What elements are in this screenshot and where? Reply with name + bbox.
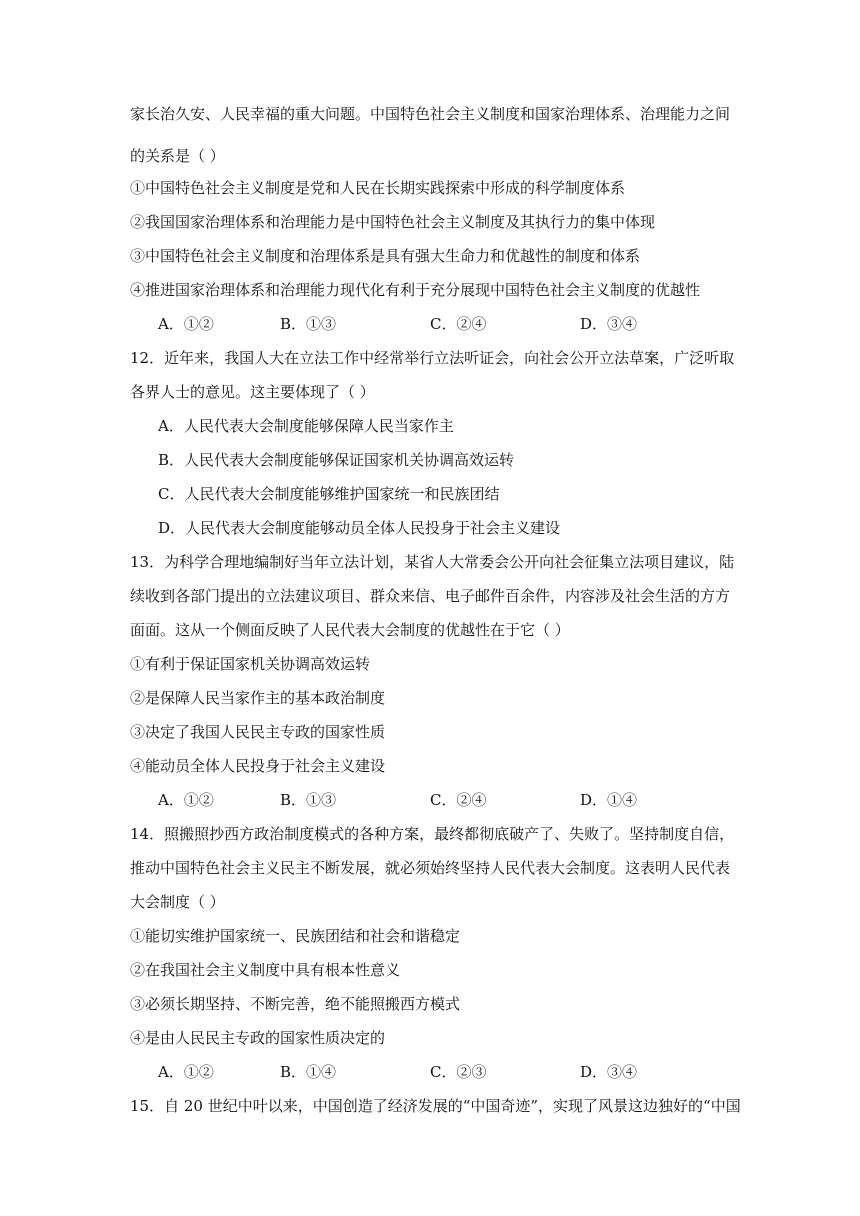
q14-option-c: C．②③ (430, 1063, 487, 1081)
q13-option-c: C．②④ (430, 791, 487, 809)
q11-statement-2: ②我国国家治理体系和治理能力是中国特色社会主义制度及其执行力的集中体现 (130, 213, 656, 231)
q11-stem-continued-line2: 的关系是（ ） (130, 147, 225, 165)
q14-stem-line2: 推动中国特色社会主义民主不断发展，就必须始终坚持人民代表大会制度。这表明人民代表 (130, 859, 731, 877)
q11-statement-1: ①中国特色社会主义制度是党和人民在长期实践探索中形成的科学制度体系 (130, 179, 626, 197)
q14-stem-line1: 14．照搬照抄西方政治制度模式的各种方案，最终都彻底破产了、失败了。坚持制度自信， (130, 825, 735, 843)
q11-statement-3: ③中国特色社会主义制度和治理体系是具有强大生命力和优越性的制度和体系 (130, 247, 641, 265)
q11-stem-continued-line1: 家长治久安、人民幸福的重大问题。中国特色社会主义制度和国家治理体系、治理能力之间 (130, 105, 731, 123)
q12-option-b: B．人民代表大会制度能够保证国家机关协调高效运转 (158, 451, 515, 469)
q14-option-b: B．①④ (280, 1063, 337, 1081)
q13-statement-4: ④能动员全体人民投身于社会主义建设 (130, 757, 386, 775)
q11-option-c: C．②④ (430, 315, 487, 333)
q14-option-a: A．①② (158, 1063, 214, 1081)
q12-option-a: A．人民代表大会制度能够保障人民当家作主 (158, 417, 454, 435)
q14-statement-2: ②在我国社会主义制度中具有根本性意义 (130, 961, 401, 979)
q12-stem-line2: 各界人士的意见。这主要体现了（ ） (130, 383, 375, 401)
q14-stem-line3: 大会制度（ ） (130, 893, 225, 911)
q13-option-a: A．①② (158, 791, 214, 809)
q11-statement-4: ④推进国家治理体系和治理能力现代化有利于充分展现中国特色社会主义制度的优越性 (130, 281, 701, 299)
q13-stem-line2: 续收到各部门提出的立法建议项目、群众来信、电子邮件百余件，内容涉及社会生活的方方 (130, 587, 731, 605)
q11-option-d: D．③④ (580, 315, 638, 333)
q14-statement-3: ③必须长期坚持、不断完善，绝不能照搬西方模式 (130, 995, 461, 1013)
q14-statement-4: ④是由人民民主专政的国家性质决定的 (130, 1029, 386, 1047)
q12-option-d: D．人民代表大会制度能够动员全体人民投身于社会主义建设 (158, 519, 561, 537)
q11-option-a: A．①② (158, 315, 214, 333)
q11-option-b: B．①③ (280, 315, 337, 333)
q15-stem-line1: 15．自 20 世纪中叶以来，中国创造了经济发展的“中国奇迹”，实现了风景这边独好的“中国 (130, 1097, 741, 1115)
q13-statement-2: ②是保障人民当家作主的基本政治制度 (130, 689, 386, 707)
q13-option-b: B．①③ (280, 791, 337, 809)
q14-statement-1: ①能切实维护国家统一、民族团结和社会和谐稳定 (130, 927, 461, 945)
q13-stem-line1: 13．为科学合理地编制好当年立法计划，某省人大常委会公开向社会征集立法项目建议，陆 (130, 553, 735, 571)
q12-option-c: C．人民代表大会制度能够维护国家统一和民族团结 (158, 485, 500, 503)
q13-option-d: D．①④ (580, 791, 638, 809)
q13-stem-line3: 面面。这从一个侧面反映了人民代表大会制度的优越性在于它（ ） (130, 621, 570, 639)
q12-stem-line1: 12．近年来，我国人大在立法工作中经常举行立法听证会，向社会公开立法草案，广泛听取 (130, 349, 735, 367)
q13-statement-1: ①有利于保证国家机关协调高效运转 (130, 655, 371, 673)
q13-statement-3: ③决定了我国人民民主专政的国家性质 (130, 723, 386, 741)
q14-option-d: D．③④ (580, 1063, 638, 1081)
